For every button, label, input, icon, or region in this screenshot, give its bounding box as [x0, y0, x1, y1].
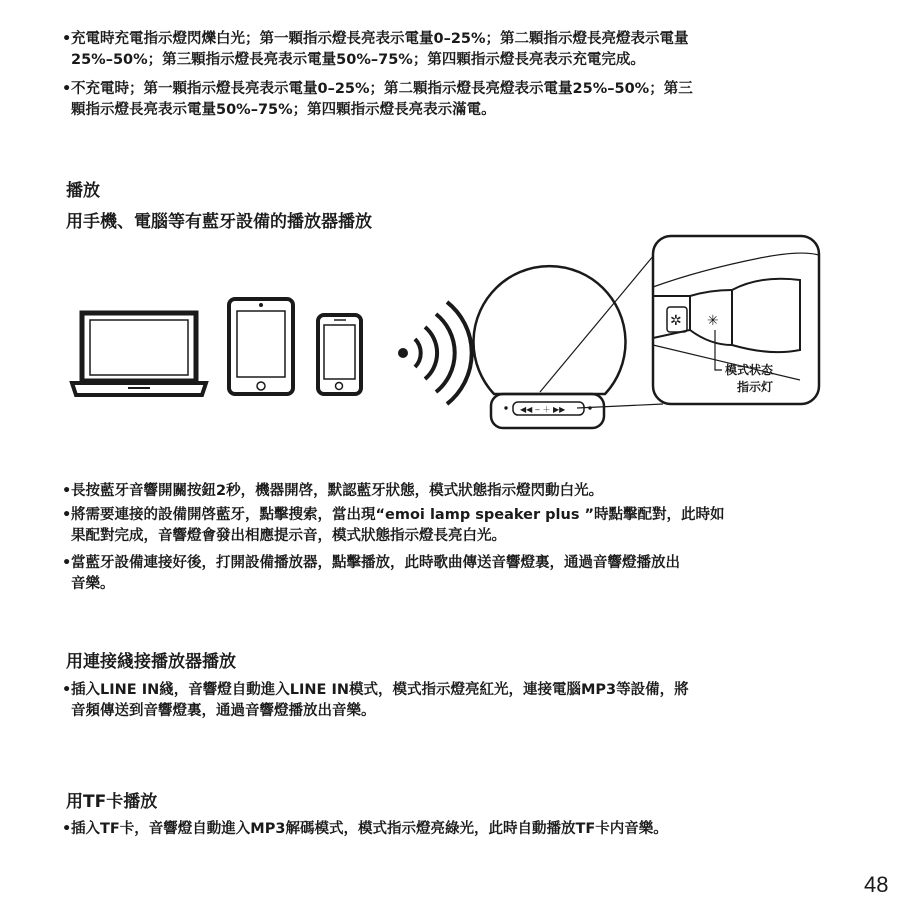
charging-bullet-1-line-a: 充電時充電指示燈閃爍白光；第一顆指示燈長亮表示電量0–25%；第二顆指示燈長亮燈表示電量 — [71, 31, 689, 47]
bluetooth-step-2-line-a: 將需要連接的設備開啓藍牙，點擊搜索，當出現“emoi lamp speaker plus ”時點擊配對，此時如 — [71, 507, 725, 523]
bluetooth-waves-icon — [398, 302, 472, 404]
mode-indicator-label-line-2: 指示灯 — [737, 380, 774, 394]
line-in-title: 用連接綫接播放器播放 — [66, 652, 236, 672]
charging-bullet-2-line-b: 顆指示燈長亮表示電量50%–75%；第四顆指示燈長亮表示滿電。 — [71, 102, 496, 118]
tf-bullet — [62, 819, 862, 840]
play-subtitle: 用手機、電腦等有藍牙設備的播放器播放 — [66, 212, 372, 232]
line-in-bullet-line-a: 插入LINE IN綫，音響燈自動進入LINE IN模式，模式指示燈亮紅光，連接電腦MP3等設備，將 — [71, 682, 689, 698]
bluetooth-step-3-line-a: 當藍牙設備連接好後，打開設備播放器，點擊播放，此時歌曲傳送音響燈裏，通過音響燈播放出 — [71, 555, 680, 571]
phone-icon — [318, 315, 361, 394]
mode-indicator-label-line-1: 模式状态 — [725, 363, 774, 377]
laptop-icon — [72, 313, 206, 395]
svg-text:✳: ✳ — [707, 313, 719, 329]
svg-text:◀◀ ‒ ＋ ▶▶: ◀◀ ‒ ＋ ▶▶ — [520, 405, 566, 414]
play-title: 播放 — [66, 181, 100, 201]
bluetooth-step-1-text: 長按藍牙音響開關按鈕2秒，機器開啓，默認藍牙狀態，模式狀態指示燈閃動白光。 — [71, 483, 604, 499]
mode-indicator-label — [725, 362, 773, 396]
bullet-dot: • — [62, 483, 72, 499]
tf-title: 用TF卡播放 — [66, 792, 158, 812]
bullet-dot: • — [62, 555, 72, 571]
line-in-bullet-line-b: 音頻傳送到音響燈裏，通過音響燈播放出音樂。 — [71, 703, 376, 719]
line-in-bullet — [62, 680, 862, 722]
bluetooth-step-3 — [62, 553, 862, 595]
tablet-icon — [229, 299, 293, 394]
zoom-callout-lines — [540, 255, 663, 408]
bluetooth-step-2 — [62, 505, 862, 547]
bluetooth-step-3-line-b: 音樂。 — [71, 576, 115, 592]
bullet-dot: • — [62, 821, 72, 837]
charging-bullet-1-line-b: 25%–50%；第三顆指示燈長亮表示電量50%–75%；第四顆指示燈長亮表示充電完成。 — [71, 52, 645, 68]
bullet-dot: • — [62, 31, 72, 47]
charging-bullet-2-line-a: 不充電時；第一顆指示燈長亮表示電量0–25%；第二顆指示燈長亮燈表示電量25%–50%；第三 — [71, 81, 693, 97]
bullet-dot: • — [62, 682, 72, 698]
bullet-dot: • — [62, 81, 72, 97]
bluetooth-step-2-line-b: 果配對完成，音響燈會發出相應提示音，模式狀態指示燈長亮白光。 — [71, 528, 506, 544]
tf-bullet-text: 插入TF卡，音響燈自動進入MP3解碼模式，模式指示燈亮綠光，此時自動播放TF卡内音樂。 — [71, 821, 668, 837]
bluetooth-step-1 — [62, 481, 862, 502]
page-number: 48 — [864, 872, 889, 897]
bullet-dot: • — [62, 507, 72, 523]
speaker-icon — [474, 266, 626, 428]
svg-text:✲: ✲ — [670, 313, 682, 329]
